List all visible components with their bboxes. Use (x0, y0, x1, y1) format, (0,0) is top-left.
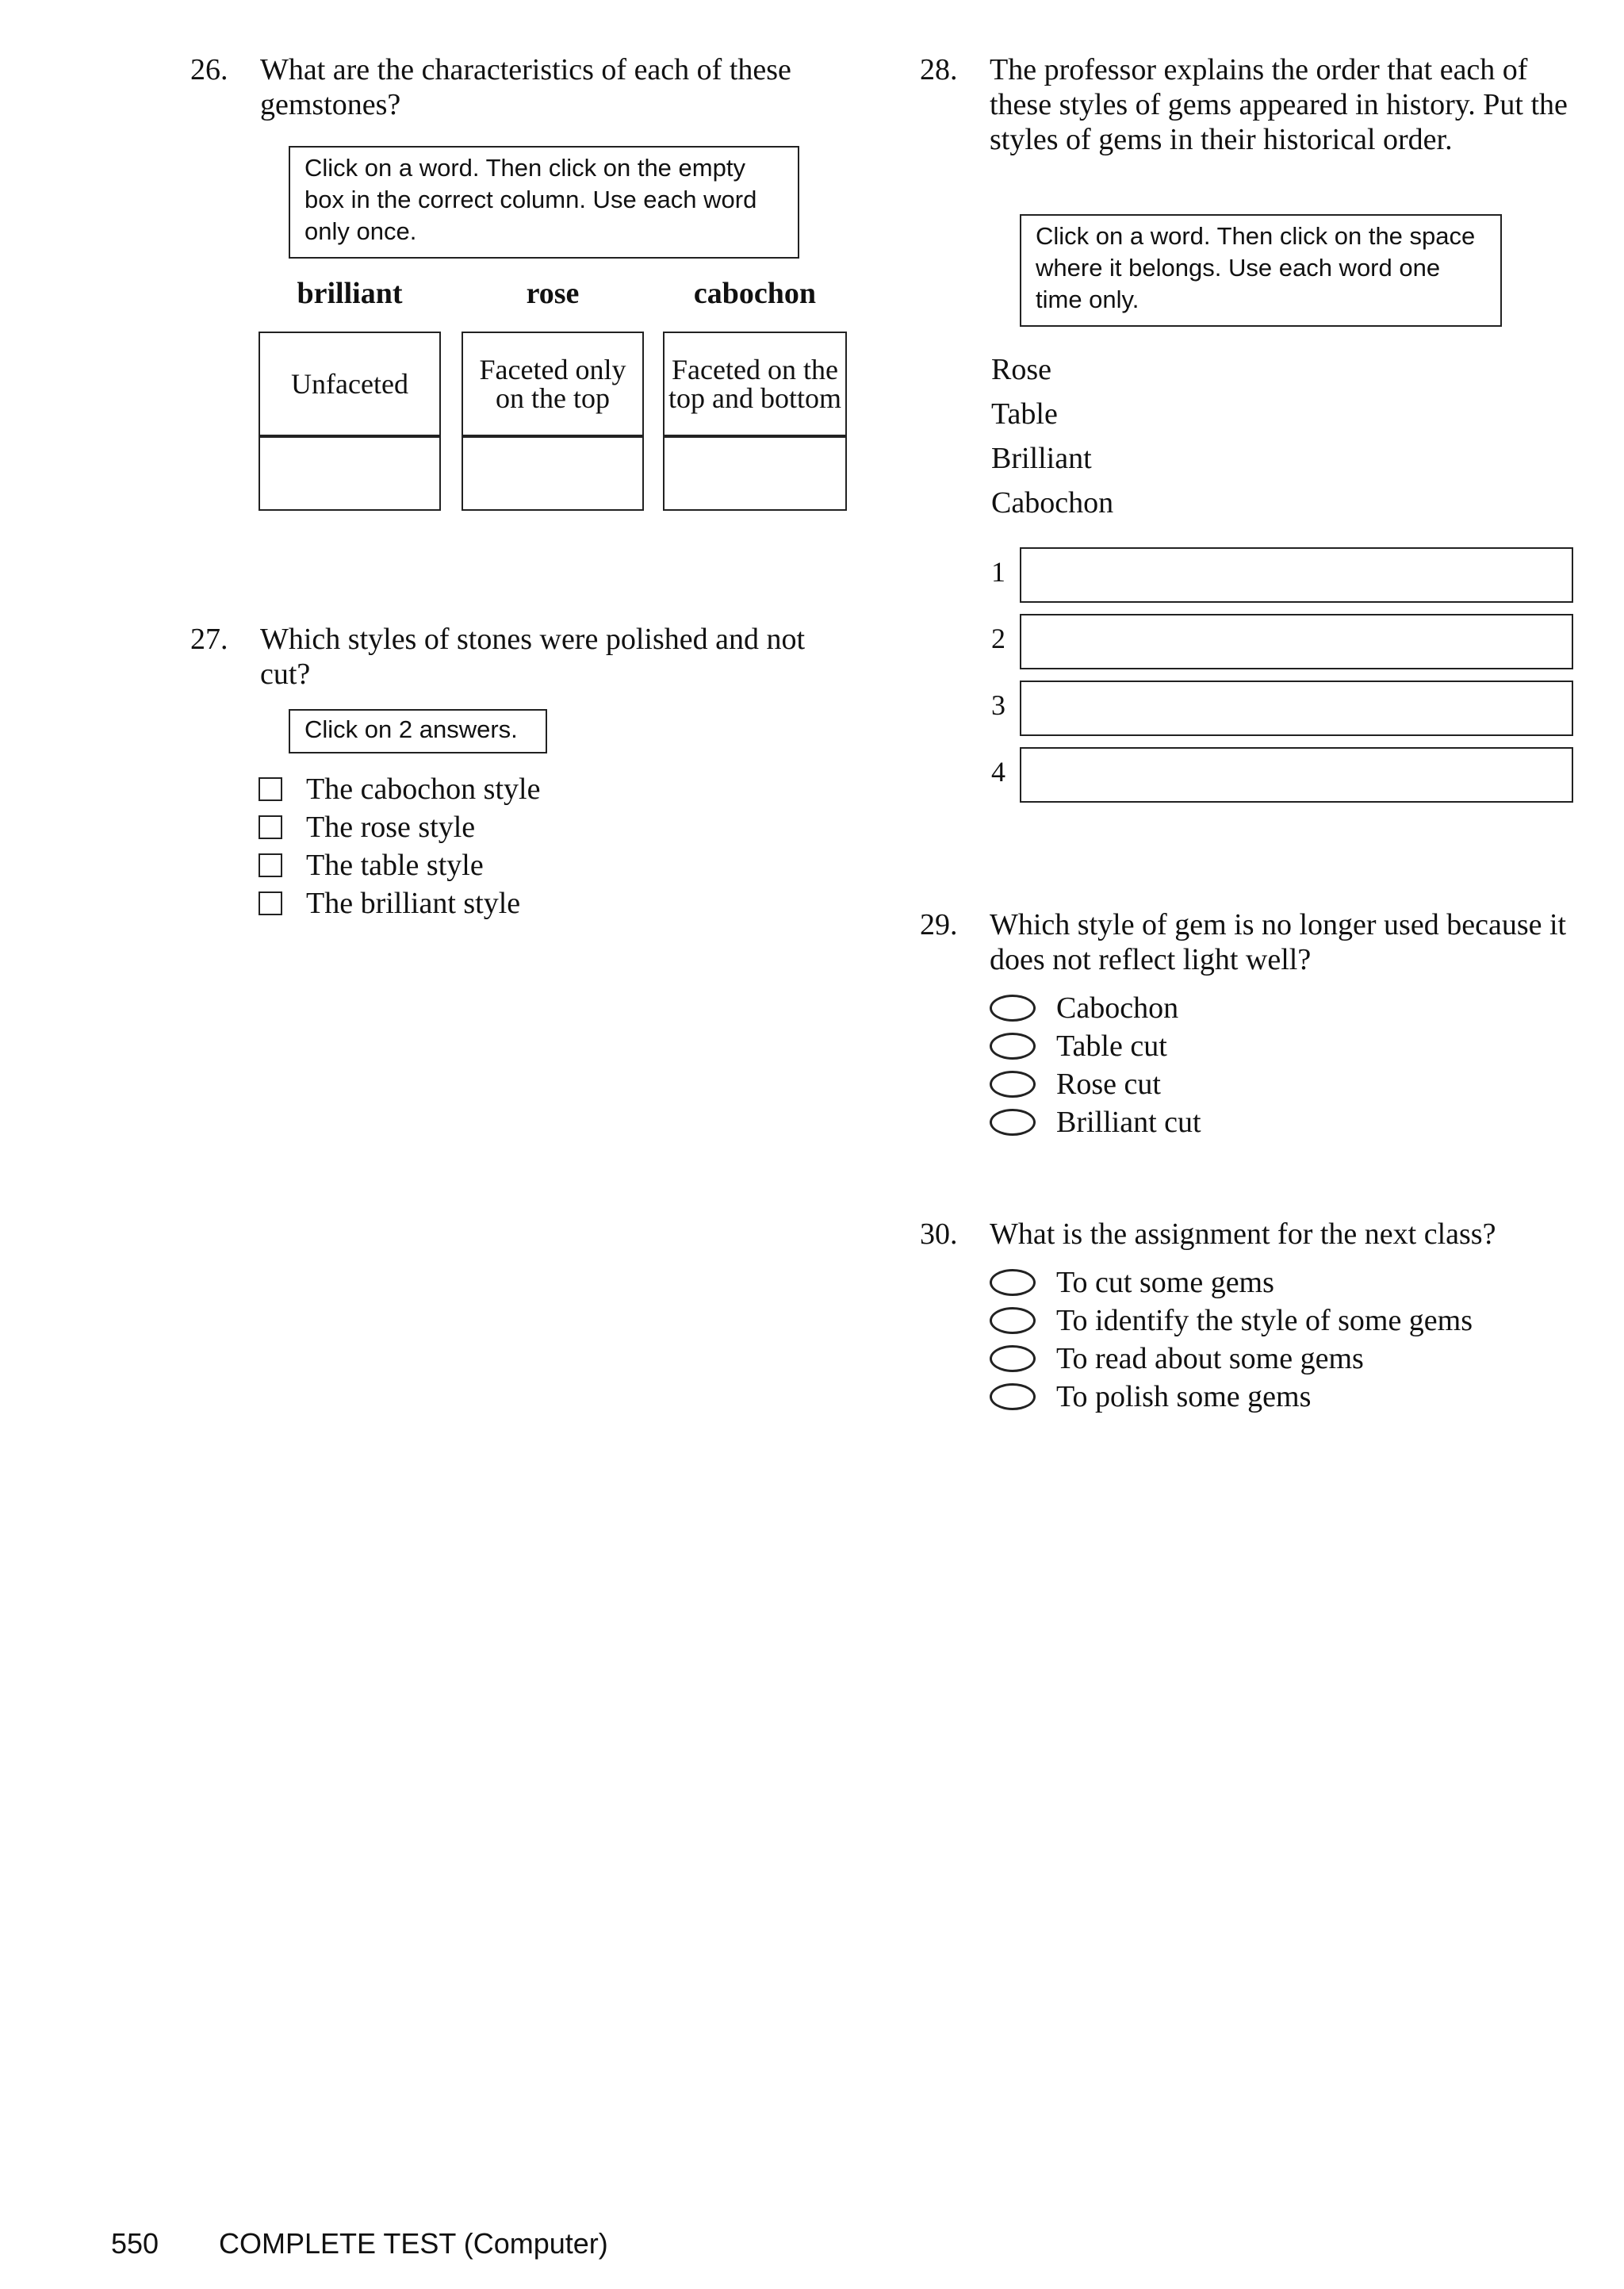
option-label: Cabochon (1056, 991, 1179, 1025)
q29-option-brilliant-cut[interactable] (990, 1104, 1201, 1141)
question-30-prompt (920, 1217, 1570, 1252)
order-slot-2[interactable] (1020, 614, 1573, 669)
footer-label: COMPLETE TEST (Computer) (219, 2227, 608, 2260)
question-28 (920, 52, 1570, 157)
question-29-prompt (920, 907, 1570, 977)
answer-box-rose[interactable] (462, 436, 644, 511)
radio-oval[interactable] (990, 1269, 1036, 1296)
slot-number-4: 4 (991, 756, 1005, 788)
question-number: 28. (920, 53, 958, 86)
q27-option-brilliant[interactable] (259, 885, 520, 922)
column-header-cabochon: cabochon (693, 277, 817, 310)
checkbox[interactable] (259, 777, 282, 801)
column-header-rose: rose (526, 277, 580, 310)
q30-option-cut[interactable] (990, 1264, 1274, 1301)
question-27 (190, 622, 825, 692)
option-label: To cut some gems (1056, 1266, 1274, 1299)
slot-number-1: 1 (991, 556, 1005, 588)
radio-oval[interactable] (990, 1071, 1036, 1098)
question-26-prompt (190, 52, 825, 122)
radio-oval[interactable] (990, 995, 1036, 1022)
q29-option-rose-cut[interactable] (990, 1066, 1161, 1102)
order-slot-1[interactable] (1020, 547, 1573, 603)
question-number: 29. (920, 908, 958, 941)
answer-box-brilliant[interactable] (259, 436, 441, 511)
slot-number-3: 3 (991, 689, 1005, 721)
question-text: The professor explains the order that each of these styles of gems appeared in history. Put the styles of gems in their historical order. (990, 53, 1568, 156)
column-header-brilliant: brilliant (297, 277, 403, 310)
word-table[interactable]: Table (991, 397, 1058, 431)
q27-option-table[interactable] (259, 847, 484, 884)
q30-option-identify[interactable] (990, 1302, 1473, 1339)
answer-box-cabochon[interactable] (663, 436, 847, 511)
option-label: The cabochon style (306, 773, 541, 806)
q28-instruction-box: Click on a word. Then click on the space where it belongs. Use each word one time only. (1020, 214, 1502, 327)
q30-option-read[interactable] (990, 1340, 1364, 1377)
q29-option-cabochon[interactable] (990, 990, 1178, 1026)
q27-option-rose[interactable] (259, 809, 475, 845)
option-label: Rose cut (1056, 1068, 1161, 1101)
order-slot-4[interactable] (1020, 747, 1573, 803)
radio-oval[interactable] (990, 1109, 1036, 1136)
question-text: Which styles of stones were polished and not cut? (260, 623, 806, 691)
word-brilliant[interactable]: Brilliant (991, 442, 1092, 475)
question-26 (190, 52, 825, 122)
word-tile-faceted-top-bottom[interactable]: Faceted on the top and bottom (663, 332, 847, 436)
option-label: To polish some gems (1056, 1380, 1312, 1413)
question-text: Which style of gem is no longer used because it does not reflect light well? (990, 908, 1567, 976)
option-label: To read about some gems (1056, 1342, 1364, 1375)
page-number: 550 (111, 2227, 159, 2260)
option-label: Table cut (1056, 1029, 1167, 1063)
option-label: Brilliant cut (1056, 1106, 1201, 1139)
question-number: 27. (190, 623, 228, 656)
q27-option-cabochon[interactable] (259, 771, 540, 807)
word-tile-unfaceted[interactable]: Unfaceted (259, 332, 441, 436)
radio-oval[interactable] (990, 1383, 1036, 1410)
word-rose[interactable]: Rose (991, 353, 1051, 386)
slot-number-2: 2 (991, 623, 1005, 654)
question-text: What is the assignment for the next class? (990, 1217, 1496, 1251)
checkbox[interactable] (259, 891, 282, 915)
question-number: 26. (190, 53, 228, 86)
radio-oval[interactable] (990, 1033, 1036, 1060)
q29-option-table-cut[interactable] (990, 1028, 1167, 1064)
checkbox[interactable] (259, 853, 282, 877)
option-label: The brilliant style (306, 887, 521, 920)
option-label: To identify the style of some gems (1056, 1304, 1473, 1337)
q30-option-polish[interactable] (990, 1378, 1311, 1415)
question-27-prompt (190, 622, 825, 692)
option-label: The table style (306, 849, 484, 882)
question-30 (920, 1217, 1570, 1252)
radio-oval[interactable] (990, 1307, 1036, 1334)
question-number: 30. (920, 1217, 958, 1251)
question-29 (920, 907, 1570, 977)
question-28-prompt (920, 52, 1570, 157)
order-slot-3[interactable] (1020, 681, 1573, 736)
word-tile-faceted-top[interactable]: Faceted only on the top (462, 332, 644, 436)
option-label: The rose style (306, 811, 476, 844)
question-text: What are the characteristics of each of these gemstones? (260, 53, 791, 121)
q27-instruction-box: Click on 2 answers. (289, 709, 547, 753)
q26-instruction-box: Click on a word. Then click on the empty box in the correct column. Use each word only once. (289, 146, 799, 259)
word-cabochon[interactable]: Cabochon (991, 486, 1114, 520)
radio-oval[interactable] (990, 1345, 1036, 1372)
checkbox[interactable] (259, 815, 282, 839)
